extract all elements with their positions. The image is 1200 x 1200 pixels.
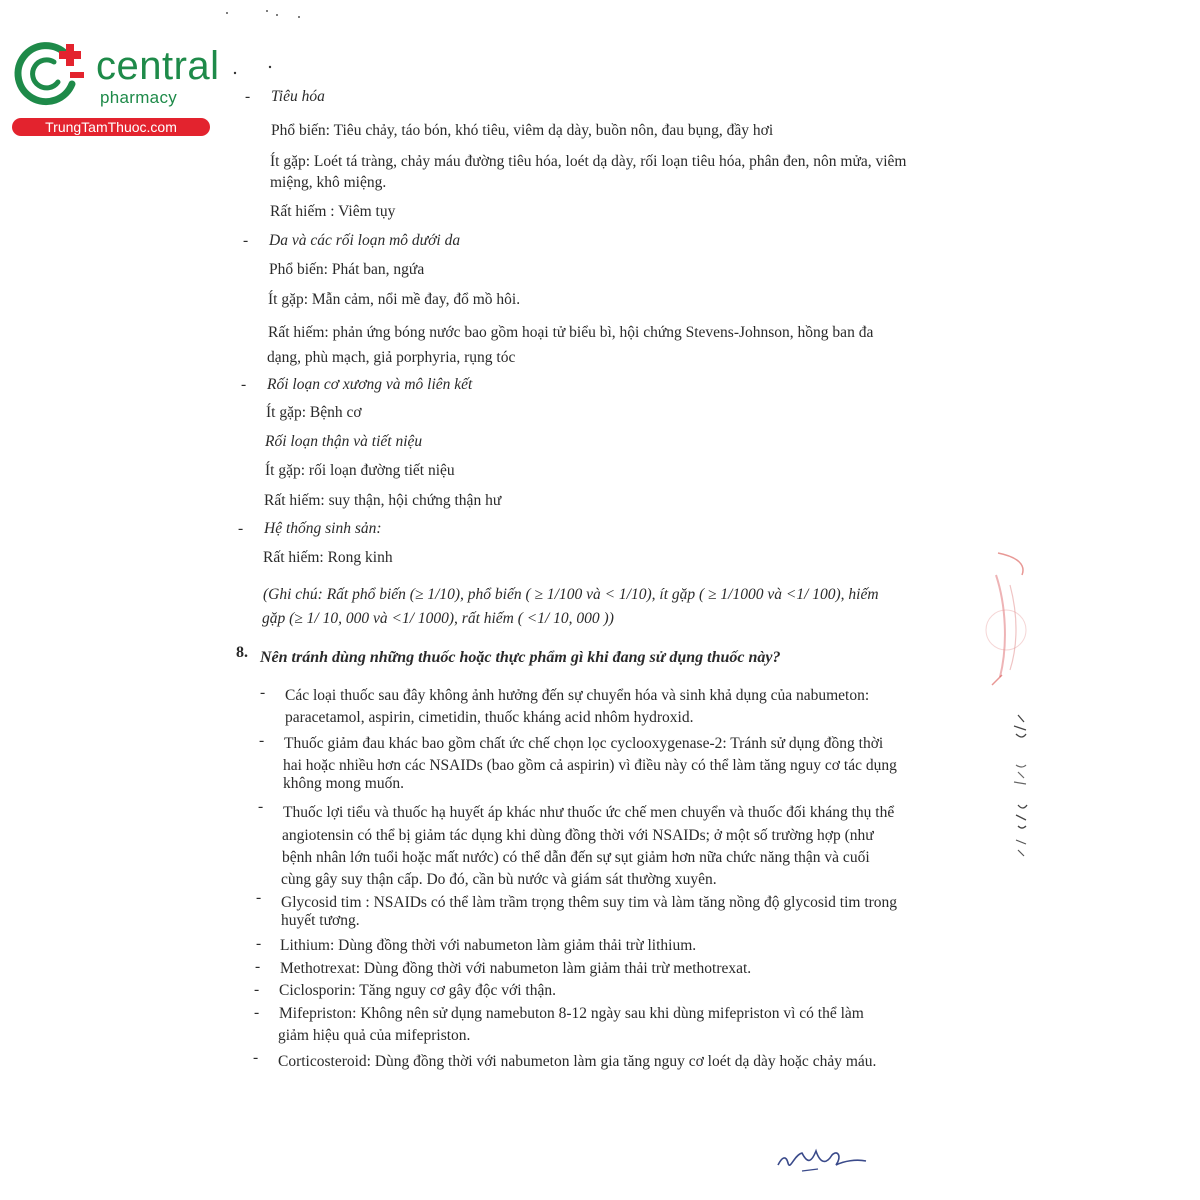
skin-common: Phổ biến: Phát ban, ngứa — [269, 261, 425, 278]
interaction-item-1-line2: paracetamol, aspirin, cimetidin, thuốc kháng acid nhôm hydroxid. — [285, 709, 694, 726]
bullet-dash: - — [238, 520, 244, 537]
skin-rare-line2: dạng, phù mạch, giả porphyria, rụng tóc — [267, 349, 516, 366]
section-heading-reproductive: Hệ thống sinh sản: — [264, 520, 382, 537]
interaction-item-4-line2: huyết tương. — [281, 912, 360, 929]
bullet-dash: - — [254, 981, 260, 998]
bullet-dash: - — [256, 935, 262, 952]
musculoskeletal-uncommon: Ít gặp: Bệnh cơ — [266, 404, 362, 421]
renal-rare: Rất hiếm: suy thận, hội chứng thận hư — [264, 492, 502, 509]
bullet-dash: - — [243, 232, 249, 249]
interaction-item-7: Ciclosporin: Tăng nguy cơ gây độc với thận. — [279, 982, 556, 999]
bullet-dash: - — [254, 1004, 260, 1021]
bullet-dash: - — [256, 889, 262, 906]
digestive-uncommon-line1: Ít gặp: Loét tá tràng, chảy máu đường tiêu hóa, loét dạ dày, rối loạn tiêu hóa, phân đen, nôn mửa, viêm — [270, 153, 907, 170]
margin-marks-icon — [1000, 710, 1040, 860]
interaction-item-9: Corticosteroid: Dùng đồng thời với nabumeton làm gia tăng nguy cơ loét dạ dày hoặc chảy máu. — [278, 1053, 877, 1070]
interaction-item-1-line1: Các loại thuốc sau đây không ảnh hưởng đến sự chuyển hóa và sinh khả dụng của nabumeton: — [285, 687, 870, 704]
interaction-item-2-line1: Thuốc giảm đau khác bao gồm chất ức chế chọn lọc cyclooxygenase-2: Tránh sử dụng đồng thời — [284, 735, 884, 752]
section-number: 8. — [236, 644, 248, 661]
interaction-item-8-line1: Mifepriston: Không nên sử dụng namebuton 8-12 ngày sau khi dùng mifepriston vì có thể làm — [279, 1005, 864, 1022]
bullet-dash: - — [258, 798, 264, 815]
section-heading-digestive: Tiêu hóa — [271, 88, 325, 105]
interaction-item-3-line2: angiotensin có thể bị giảm tác dụng khi dùng đồng thời với NSAIDs; ở một số trường hợp (như — [282, 827, 874, 844]
digestive-common: Phổ biến: Tiêu chảy, táo bón, khó tiêu, viêm dạ dày, buồn nôn, đau bụng, đầy hơi — [271, 122, 774, 139]
frequency-note-line2: gặp (≥ 1/ 10, 000 và <1/ 1000), rất hiếm ( <1/ 10, 000 )) — [262, 610, 614, 627]
interaction-item-3-line3: bệnh nhân lớn tuổi hoặc mất nước) có thể dẫn đến sự sụt giảm hơn nữa chức năng thận và cuối — [282, 849, 870, 866]
interaction-item-3-line1: Thuốc lợi tiểu và thuốc hạ huyết áp khác như thuốc ức chế men chuyển và thuốc đối kháng thụ thể — [283, 804, 895, 821]
bullet-dash: - — [245, 88, 251, 105]
frequency-note-line1: (Ghi chú: Rất phổ biến (≥ 1/10), phổ biến ( ≥ 1/100 và < 1/10), ít gặp ( ≥ 1/1000 và <1/ 100), hiếm — [263, 586, 879, 603]
section-heading-skin: Da và các rối loạn mô dưới da — [269, 232, 461, 249]
interaction-item-6: Methotrexat: Dùng đồng thời với nabumeton làm giảm thải trừ methotrexat. — [280, 960, 752, 977]
bullet-dash: - — [255, 958, 261, 975]
bullet-dash: - — [260, 684, 266, 701]
skin-uncommon: Ít gặp: Mẫn cảm, nổi mề đay, đổ mồ hôi. — [268, 291, 521, 308]
renal-uncommon: Ít gặp: rối loạn đường tiết niệu — [265, 462, 455, 479]
section-title: Nên tránh dùng những thuốc hoặc thực phẩm gì khi đang sử dụng thuốc này? — [260, 649, 781, 666]
interaction-item-3-line4: cùng gây suy thận cấp. Do đó, cần bù nước và giám sát thường xuyên. — [281, 871, 717, 888]
interaction-item-4-line1: Glycosid tim : NSAIDs có thể làm trầm trọng thêm suy tim và làm tăng nồng độ glycosid tim trong — [281, 894, 898, 911]
section-heading-musculoskeletal: Rối loạn cơ xương và mô liên kết — [267, 376, 473, 393]
brand-site-link[interactable]: TrungTamThuoc.com — [12, 118, 210, 136]
section-heading-renal: Rối loạn thận và tiết niệu — [265, 433, 423, 450]
skin-rare-line1: Rất hiếm: phản ứng bóng nước bao gồm hoại tử biểu bì, hội chứng Stevens-Johnson, hồng ban đa — [268, 324, 874, 341]
bullet-dash: - — [241, 376, 247, 393]
digestive-rare: Rất hiếm : Viêm tụy — [270, 203, 396, 220]
interaction-item-5: Lithium: Dùng đồng thời với nabumeton làm giảm thải trừ lithium. — [280, 937, 697, 954]
brand-sub: pharmacy — [100, 88, 178, 107]
bullet-dash: - — [253, 1049, 259, 1066]
interaction-item-8-line2: giảm hiệu quả của mifepriston. — [278, 1027, 471, 1044]
bullet-dash: - — [259, 732, 265, 749]
digestive-uncommon-line2: miệng, khô miệng. — [270, 174, 387, 191]
interaction-item-2-line3: không mong muốn. — [283, 775, 404, 792]
signature-icon — [772, 1135, 872, 1180]
brand-name: central — [96, 44, 220, 88]
approval-stamp-icon — [978, 545, 1038, 695]
reproductive-rare: Rất hiếm: Rong kinh — [263, 549, 393, 566]
interaction-item-2-line2: hai hoặc nhiều hơn các NSAIDs (bao gồm cả aspirin) vì điều này có thể làm tăng nguy cơ tác dụng — [283, 757, 897, 774]
